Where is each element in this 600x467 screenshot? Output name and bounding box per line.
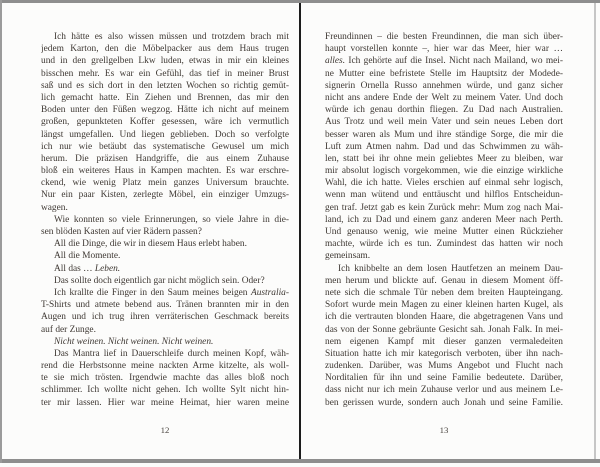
text-line: ne Mutter eine befristete Stelle im Hauptsitz der Modede- xyxy=(325,68,563,79)
text-line: wenn man wütend und enttäuscht und hilflos Entscheidun- xyxy=(325,190,563,201)
text-line: Nur ein paar Kisten, zerlegte Möbel, ein einziger Umzugs- xyxy=(41,190,289,201)
frame-left-edge xyxy=(0,0,2,463)
text-line: All das … Leben. xyxy=(54,263,121,274)
text-line: Und genauso wenig, wie meine Mutter einen Rückzieher xyxy=(325,227,563,237)
text-line: Ich hätte es also wissen müssen und trotzdem brach mit xyxy=(54,32,289,42)
text-line: gen traf. Jetzt gab es kein Zurück mehr: Mum zog nach Mai- xyxy=(325,202,563,213)
text-line: und in den grellgelben Lkw luden, etwas in mir ein kleines xyxy=(41,56,289,67)
text-line: machte, würde ich es tun. Zumindest das hatten wir noch xyxy=(325,239,563,250)
text-line: Aus Trotz und weil mein Vater und sein neues Leben dort xyxy=(325,117,563,128)
right-page-number: 13 xyxy=(439,425,449,435)
text-line: alles. Ich gehörte auf die Insel. Nicht nach Mailand, wo mei- xyxy=(325,56,563,67)
text-line: saß und es sich dort in den letzten Wochen so richtig gemüt- xyxy=(41,80,289,91)
text-line: rend die Herbstsonne meine nackten Arme kitzelte, als woll- xyxy=(41,361,289,372)
text-line: Das Mantra lief in Dauerschleife durch meinen Kopf, wäh- xyxy=(54,348,289,359)
text-line: Situation hatte ich mir kategorisch verboten, über ihn nach- xyxy=(325,348,563,359)
text-line: jedem Karton, den die Möbelpacker aus dem Haus trugen xyxy=(41,44,289,55)
text-line: nem eigenen Kampf mit dieser ganzen vermaledeiten xyxy=(325,336,563,347)
text-line: men herum und blickte auf. Genau in diesem Moment öff- xyxy=(325,275,563,286)
text-line: haupt vorstellen konnte –, hier war das Meer, hier war … xyxy=(325,44,563,55)
text-line: nete sich die schmale Tür neben dem breiten Haupteingang. xyxy=(325,287,563,298)
text-line: nicht ans andere Ende der Welt zu meinem Vater. Und doch xyxy=(325,92,563,103)
text-line: großen, gepunkteten Koffer gesessen, wäre ich vermutlich xyxy=(41,117,289,128)
text-line: bloß ein weiteres Haus in Kampen machten. Es war erschre- xyxy=(41,166,289,177)
text-line: T-Shirts und atmete bebend aus. Tränen brannten mir in den xyxy=(41,300,289,311)
text-line: mir absolut logisch vorgekommen, wie die einzige wirkliche xyxy=(325,166,563,177)
text-line: ter mir lassen. Hier war meine Heimat, hier waren meine xyxy=(41,397,289,408)
text-line: gemeinsam. xyxy=(325,251,371,262)
frame-top-edge xyxy=(0,0,600,3)
text-line: Wahl, die ich hatte. Vieles erschien auf einmal sehr logisch, xyxy=(325,178,563,189)
text-line: sen blöden Kasten auf vier Rädern passen? xyxy=(41,227,202,237)
spine-divider xyxy=(299,3,301,459)
frame-bottom-edge xyxy=(0,459,600,463)
text-line: würde ich genau dorthin fliegen. Zu Dad nach Australien. xyxy=(325,105,563,116)
text-line: ben gerissen wurde, sondern auch Jonah und seine Familie. xyxy=(325,397,563,408)
text-line: land, ich zu Dad und einem ganz anderen Meer nach Perth. xyxy=(325,214,563,225)
left-page-text xyxy=(41,31,289,409)
text-line: Norditalien für ihn und seine Familie bedeutete. Darüber, xyxy=(325,373,563,384)
text-line: dass nicht nur ich mein Zuhause verlor und aus meinem Le- xyxy=(325,385,563,396)
text-line: das von der Sonne gebräunte Gesicht sah. Jonah Falk. In mei- xyxy=(325,324,563,335)
right-page-text xyxy=(325,31,563,409)
text-line: Boden unter den Füßen wegzog. Hätte ich nicht auf meinem xyxy=(41,105,289,116)
text-line: signerin Ornella Russo annehmen würde, und ganz sicher xyxy=(325,80,563,91)
text-line: besser waren als Mum und ihre ständige Sorge, die mir die xyxy=(325,129,563,140)
text-line: Augen und ich trug ihren verräterischen Geschmack bereits xyxy=(41,312,289,323)
text-line: Wie konnten so viele Erinnerungen, so viele Jahre in die- xyxy=(54,214,289,225)
text-line: ich nur wie betäubt das systematische Gewusel um mich xyxy=(41,141,289,152)
page-right-edge xyxy=(594,3,596,459)
text-line: All die Momente. xyxy=(54,251,121,262)
left-page-number: 12 xyxy=(160,425,170,435)
text-line: ich die vertrauten blonden Haare, die abgetragenen Vans und xyxy=(325,312,563,323)
text-line: schlimmer. Ich wollte nicht gehen. Ich wollte Sylt nicht hin- xyxy=(41,385,289,396)
text-line: bisschen mehr. Es war ein Gefühl, das tief in meiner Brust xyxy=(41,68,289,79)
text-line: herum. Die präzisen Handgriffe, die aus einem Zuhause xyxy=(41,153,289,164)
text-line: Luft zum Atmen nahm. Dad und das Schwimmen zu wäh- xyxy=(325,141,563,152)
text-line: Ich knibbelte an dem losen Hautfetzen an meinem Dau- xyxy=(338,263,563,274)
text-line: Das sollte doch eigentlich gar nicht möglich sein. Oder? xyxy=(54,275,265,286)
text-line: zudenken. Darüber, was Mums Angebot und Flucht nach xyxy=(325,361,563,372)
text-line: te sie mich trösten. Irgendwie machte das alles bloß noch xyxy=(41,373,289,384)
text-line: Ich krallte die Finger in den Saum meines beigen Australia- xyxy=(54,287,289,298)
text-line: lich gemacht hatte. Ein Ziehen und Brennen, das mir den xyxy=(41,92,289,103)
text-line: Sofort wurde mein Magen zu einer kleinen harten Kugel, als xyxy=(325,300,563,311)
text-line: Nicht weinen. Nicht weinen. Nicht weinen. xyxy=(54,336,214,347)
text-line: längst umgefallen. Und liegen geblieben. Doch so verfolgte xyxy=(41,129,289,140)
text-line: Freundinnen – die besten Freundinnen, die man sich über- xyxy=(325,32,563,42)
text-line: len, statt bei ihr ohne mein geliebtes Meer zu bleiben, war xyxy=(325,153,563,164)
text-line: ckend, wie wenig Platz mein ganzes Universum brauchte. xyxy=(41,178,289,189)
text-line: auf der Zunge. xyxy=(41,324,96,335)
text-line: wagen. xyxy=(41,202,68,213)
text-line: All die Dinge, die wir in diesem Haus erlebt haben. xyxy=(54,239,247,250)
